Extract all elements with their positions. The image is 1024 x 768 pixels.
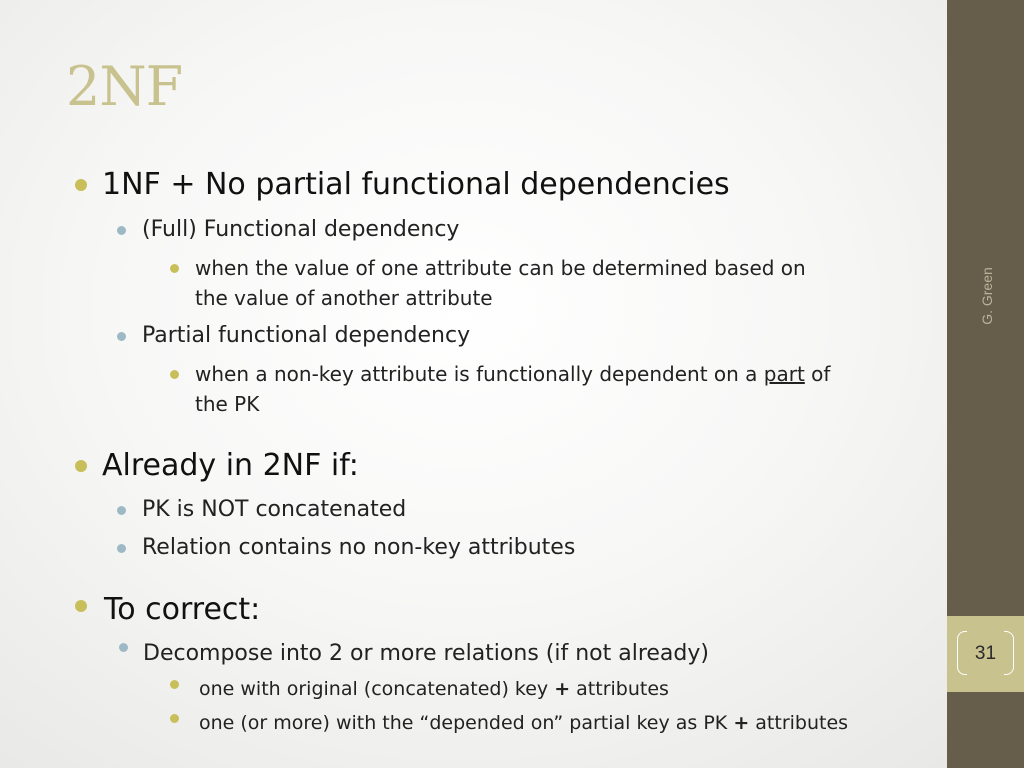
- section-heading: Already in 2NF if:: [102, 448, 359, 483]
- bullet-dot: [170, 714, 179, 723]
- list-item: PK is NOT concatenated: [142, 497, 407, 522]
- page-number-box: [947, 616, 1024, 692]
- bullet-dot: [75, 600, 87, 612]
- plus-sign: +: [554, 678, 571, 700]
- bullet-dot: [170, 370, 179, 379]
- bullet-dot: [117, 544, 126, 553]
- bullet-dot: [170, 680, 179, 689]
- page-number-frame: [957, 631, 1014, 675]
- text-segment: attributes: [749, 712, 849, 734]
- plus-sign: +: [733, 712, 750, 734]
- list-item: Decompose into 2 or more relations (if not already): [143, 641, 709, 666]
- slide-title: 2NF: [66, 55, 183, 118]
- author-credit: G. Green: [979, 267, 995, 325]
- bullet-dot: [170, 264, 179, 273]
- list-item: (Full) Functional dependency: [142, 217, 460, 242]
- list-item-continuation: the PK: [195, 392, 260, 416]
- bullet-dot: [117, 332, 126, 341]
- text-segment: one with original (concatenated) key: [199, 678, 555, 700]
- list-item: Relation contains no non-key attributes: [142, 535, 576, 560]
- bullet-dot: [75, 460, 87, 472]
- emphasis-underline: part: [763, 362, 805, 386]
- list-item: [199, 712, 848, 734]
- page-number: 31: [974, 643, 997, 664]
- bullet-dot: [75, 179, 87, 191]
- list-item: [195, 362, 830, 386]
- text-segment: of: [804, 362, 831, 386]
- list-item: Partial functional dependency: [142, 323, 471, 348]
- bullet-dot: [117, 226, 126, 235]
- text-segment: one (or more) with the “depended on” partial key as PK: [199, 712, 734, 734]
- section-heading: 1NF + No partial functional dependencies: [102, 167, 730, 202]
- text-segment: when a non-key attribute is functionally dependent on a: [195, 362, 764, 386]
- bullet-dot: [119, 643, 128, 652]
- list-item: [199, 678, 669, 700]
- text-segment: attributes: [570, 678, 669, 700]
- bullet-dot: [117, 506, 126, 515]
- list-item: when the value of one attribute can be determined based on: [195, 256, 806, 280]
- section-heading: To correct:: [104, 592, 261, 627]
- list-item-continuation: the value of another attribute: [195, 286, 493, 310]
